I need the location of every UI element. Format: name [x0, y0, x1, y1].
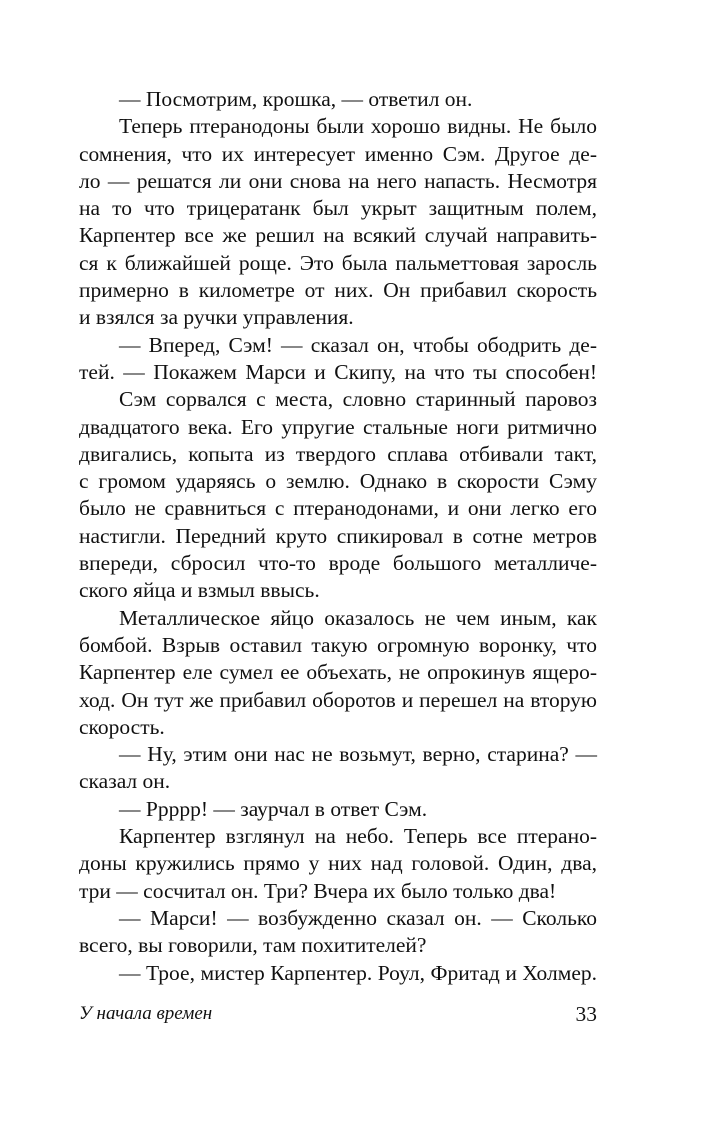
text-line: двигались, копыта из твердого сплава отбивали такт,	[79, 441, 597, 466]
text-line: настигли. Передний круто спикировал в сотне метров	[79, 523, 597, 548]
text-line: с громом ударяясь о землю. Однако в скорости Сэму	[79, 469, 597, 494]
text-line: впереди, сбросил что-то вроде большого металличе-	[79, 551, 597, 576]
text-line: двадцатого века. Его упругие стальные ноги ритмично	[79, 414, 597, 439]
text-line: скорость.	[79, 714, 165, 739]
text-line: сказал он.	[79, 769, 171, 794]
text-line: Карпентер взглянул на небо. Теперь все птерано-	[119, 824, 597, 849]
text-line: ского яйца и взмыл ввысь.	[79, 578, 320, 603]
text-line: — Ррррр! — заурчал в ответ Сэм.	[119, 796, 428, 821]
text-line: на то что трицератанк был укрыт защитным полем,	[79, 196, 597, 221]
text-line: ся к ближайшей роще. Это была пальметтовая заросль	[79, 250, 597, 275]
book-page-text	[79, 86, 597, 987]
text-line: ло — решатся ли они снова на него напасть. Несмотря	[79, 168, 597, 193]
text-line: Металлическое яйцо оказалось не чем иным, как	[119, 605, 597, 630]
text-line: примерно в километре от них. Он прибавил скорость	[79, 278, 597, 303]
text-line: всего, вы говорили, там похитителей?	[79, 933, 427, 958]
running-title: У начала времен	[79, 1003, 213, 1024]
page-number: 33	[575, 1002, 597, 1026]
text-line: Карпентер все же решил на всякий случай направить-	[79, 223, 597, 248]
text-line: бомбой. Взрыв оставил такую огромную воронку, что	[79, 632, 597, 657]
text-line: было не сравниться с птеранодонами, и они легко его	[79, 496, 597, 521]
page-footer	[79, 1000, 597, 1028]
text-line: и взялся за ручки управления.	[79, 305, 354, 330]
text-line: тей. — Покажем Марси и Скипу, на что ты способен!	[79, 359, 597, 384]
text-line: Сэм сорвался с места, словно старинный паровоз	[119, 387, 597, 412]
text-line: Теперь птеранодоны были хорошо видны. Не было	[119, 114, 597, 139]
text-line: — Посмотрим, крошка, — ответил он.	[119, 87, 473, 111]
text-line: — Вперед, Сэм! — сказал он, чтобы ободрить де-	[119, 332, 597, 357]
text-line: — Марси! — возбужденно сказал он. — Сколько	[119, 905, 597, 930]
text-line: Карпентер еле сумел ее объехать, не опрокинув ящеро-	[79, 660, 597, 685]
text-line: доны кружились прямо у них над головой. Один, два,	[79, 851, 597, 876]
text-line: три — сосчитал он. Три? Вчера их было только два!	[79, 878, 557, 903]
text-line: сомнения, что их интересует именно Сэм. Другое де-	[79, 141, 597, 166]
text-line: — Трое, мистер Карпентер. Роул, Фритад и Холмер.	[119, 960, 597, 985]
text-line: ход. Он тут же прибавил оборотов и перешел на вторую	[79, 687, 597, 712]
text-line: — Ну, этим они нас не возьмут, верно, старина? —	[119, 742, 597, 767]
